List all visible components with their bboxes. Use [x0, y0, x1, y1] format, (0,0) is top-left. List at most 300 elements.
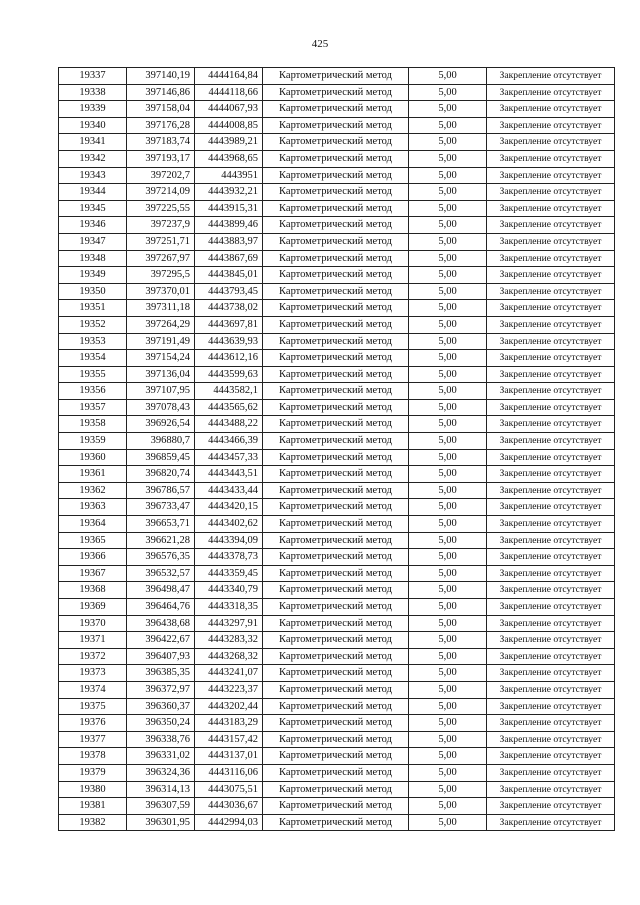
- method-cell: Картометрический метод: [263, 748, 409, 765]
- fixing-description-cell: Закрепление отсутствует: [487, 715, 615, 732]
- error-cell: 5,00: [409, 333, 487, 350]
- error-cell: 5,00: [409, 748, 487, 765]
- table-row: [59, 516, 615, 533]
- table-row: [59, 582, 615, 599]
- table-row: [59, 416, 615, 433]
- y-coordinate-cell: 4444164,84: [195, 68, 263, 85]
- table-row: [59, 482, 615, 499]
- method-cell: Картометрический метод: [263, 449, 409, 466]
- fixing-description-cell: Закрепление отсутствует: [487, 68, 615, 85]
- point-number-cell: 19347: [59, 233, 127, 250]
- fixing-description-cell: Закрепление отсутствует: [487, 167, 615, 184]
- fixing-description-cell: Закрепление отсутствует: [487, 648, 615, 665]
- fixing-description-cell: Закрепление отсутствует: [487, 748, 615, 765]
- fixing-description-cell: Закрепление отсутствует: [487, 731, 615, 748]
- y-coordinate-cell: 4443989,21: [195, 134, 263, 151]
- error-cell: 5,00: [409, 665, 487, 682]
- x-coordinate-cell: 396532,57: [127, 565, 195, 582]
- x-coordinate-cell: 396324,36: [127, 764, 195, 781]
- method-cell: Картометрический метод: [263, 84, 409, 101]
- fixing-description-cell: Закрепление отсутствует: [487, 267, 615, 284]
- table-row: [59, 68, 615, 85]
- method-cell: Картометрический метод: [263, 68, 409, 85]
- error-cell: 5,00: [409, 84, 487, 101]
- fixing-description-cell: Закрепление отсутствует: [487, 399, 615, 416]
- x-coordinate-cell: 396820,74: [127, 466, 195, 483]
- point-number-cell: 19357: [59, 399, 127, 416]
- error-cell: 5,00: [409, 681, 487, 698]
- x-coordinate-cell: 396733,47: [127, 499, 195, 516]
- method-cell: Картометрический метод: [263, 482, 409, 499]
- point-number-cell: 19341: [59, 134, 127, 151]
- error-cell: 5,00: [409, 233, 487, 250]
- point-number-cell: 19361: [59, 466, 127, 483]
- fixing-description-cell: Закрепление отсутствует: [487, 150, 615, 167]
- method-cell: Картометрический метод: [263, 283, 409, 300]
- point-number-cell: 19381: [59, 798, 127, 815]
- method-cell: Картометрический метод: [263, 665, 409, 682]
- table-row: [59, 466, 615, 483]
- y-coordinate-cell: 4443116,06: [195, 764, 263, 781]
- method-cell: Картометрический метод: [263, 582, 409, 599]
- point-number-cell: 19374: [59, 681, 127, 698]
- x-coordinate-cell: 396407,93: [127, 648, 195, 665]
- fixing-description-cell: Закрепление отсутствует: [487, 814, 615, 831]
- point-number-cell: 19353: [59, 333, 127, 350]
- method-cell: Картометрический метод: [263, 399, 409, 416]
- fixing-description-cell: Закрепление отсутствует: [487, 466, 615, 483]
- table-row: [59, 648, 615, 665]
- point-number-cell: 19355: [59, 366, 127, 383]
- fixing-description-cell: Закрепление отсутствует: [487, 333, 615, 350]
- fixing-description-cell: Закрепление отсутствует: [487, 233, 615, 250]
- table-row: [59, 781, 615, 798]
- y-coordinate-cell: 4443268,32: [195, 648, 263, 665]
- y-coordinate-cell: 4443394,09: [195, 532, 263, 549]
- fixing-description-cell: Закрепление отсутствует: [487, 250, 615, 267]
- x-coordinate-cell: 397225,55: [127, 200, 195, 217]
- method-cell: Картометрический метод: [263, 565, 409, 582]
- table-row: [59, 150, 615, 167]
- x-coordinate-cell: 396438,68: [127, 615, 195, 632]
- point-number-cell: 19367: [59, 565, 127, 582]
- table-row: [59, 217, 615, 234]
- method-cell: Картометрический метод: [263, 798, 409, 815]
- point-number-cell: 19348: [59, 250, 127, 267]
- fixing-description-cell: Закрепление отсутствует: [487, 117, 615, 134]
- x-coordinate-cell: 396331,02: [127, 748, 195, 765]
- x-coordinate-cell: 396314,13: [127, 781, 195, 798]
- table-row: [59, 715, 615, 732]
- point-number-cell: 19358: [59, 416, 127, 433]
- fixing-description-cell: Закрепление отсутствует: [487, 300, 615, 317]
- point-number-cell: 19377: [59, 731, 127, 748]
- method-cell: Картометрический метод: [263, 200, 409, 217]
- y-coordinate-cell: 4443157,42: [195, 731, 263, 748]
- table-row: [59, 350, 615, 367]
- error-cell: 5,00: [409, 134, 487, 151]
- point-number-cell: 19339: [59, 101, 127, 118]
- point-number-cell: 19375: [59, 698, 127, 715]
- point-number-cell: 19352: [59, 316, 127, 333]
- point-number-cell: 19369: [59, 599, 127, 616]
- method-cell: Картометрический метод: [263, 599, 409, 616]
- y-coordinate-cell: 4443466,39: [195, 433, 263, 450]
- method-cell: Картометрический метод: [263, 499, 409, 516]
- x-coordinate-cell: 396464,76: [127, 599, 195, 616]
- table-row: [59, 101, 615, 118]
- table-row: [59, 748, 615, 765]
- fixing-description-cell: Закрепление отсутствует: [487, 781, 615, 798]
- fixing-description-cell: Закрепление отсутствует: [487, 482, 615, 499]
- y-coordinate-cell: 4443738,02: [195, 300, 263, 317]
- x-coordinate-cell: 396301,95: [127, 814, 195, 831]
- error-cell: 5,00: [409, 698, 487, 715]
- x-coordinate-cell: 397107,95: [127, 383, 195, 400]
- x-coordinate-cell: 397183,74: [127, 134, 195, 151]
- x-coordinate-cell: 396338,76: [127, 731, 195, 748]
- table-row: [59, 333, 615, 350]
- point-number-cell: 19371: [59, 632, 127, 649]
- error-cell: 5,00: [409, 316, 487, 333]
- x-coordinate-cell: 396926,54: [127, 416, 195, 433]
- error-cell: 5,00: [409, 433, 487, 450]
- x-coordinate-cell: 397214,09: [127, 184, 195, 201]
- method-cell: Картометрический метод: [263, 117, 409, 134]
- table-row: [59, 117, 615, 134]
- y-coordinate-cell: 4444067,93: [195, 101, 263, 118]
- table-row: [59, 615, 615, 632]
- fixing-description-cell: Закрепление отсутствует: [487, 449, 615, 466]
- method-cell: Картометрический метод: [263, 764, 409, 781]
- y-coordinate-cell: 4443137,01: [195, 748, 263, 765]
- fixing-description-cell: Закрепление отсутствует: [487, 184, 615, 201]
- method-cell: Картометрический метод: [263, 333, 409, 350]
- method-cell: Картометрический метод: [263, 316, 409, 333]
- y-coordinate-cell: 4443420,15: [195, 499, 263, 516]
- fixing-description-cell: Закрепление отсутствует: [487, 764, 615, 781]
- method-cell: Картометрический метод: [263, 134, 409, 151]
- error-cell: 5,00: [409, 167, 487, 184]
- point-number-cell: 19340: [59, 117, 127, 134]
- table-row: [59, 549, 615, 566]
- method-cell: Картометрический метод: [263, 101, 409, 118]
- y-coordinate-cell: 4443457,33: [195, 449, 263, 466]
- fixing-description-cell: Закрепление отсутствует: [487, 499, 615, 516]
- error-cell: 5,00: [409, 300, 487, 317]
- fixing-description-cell: Закрепление отсутствует: [487, 316, 615, 333]
- error-cell: 5,00: [409, 648, 487, 665]
- y-coordinate-cell: 4444118,66: [195, 84, 263, 101]
- y-coordinate-cell: 4443899,46: [195, 217, 263, 234]
- point-number-cell: 19360: [59, 449, 127, 466]
- error-cell: 5,00: [409, 150, 487, 167]
- table-row: [59, 698, 615, 715]
- y-coordinate-cell: 4443241,07: [195, 665, 263, 682]
- point-number-cell: 19365: [59, 532, 127, 549]
- error-cell: 5,00: [409, 615, 487, 632]
- x-coordinate-cell: 396786,57: [127, 482, 195, 499]
- error-cell: 5,00: [409, 764, 487, 781]
- x-coordinate-cell: 397295,5: [127, 267, 195, 284]
- table-row: [59, 731, 615, 748]
- y-coordinate-cell: 4443793,45: [195, 283, 263, 300]
- fixing-description-cell: Закрепление отсутствует: [487, 134, 615, 151]
- y-coordinate-cell: 4443697,81: [195, 316, 263, 333]
- x-coordinate-cell: 397140,19: [127, 68, 195, 85]
- x-coordinate-cell: 396307,59: [127, 798, 195, 815]
- method-cell: Картометрический метод: [263, 267, 409, 284]
- table-row: [59, 184, 615, 201]
- fixing-description-cell: Закрепление отсутствует: [487, 681, 615, 698]
- table-row: [59, 366, 615, 383]
- x-coordinate-cell: 396422,67: [127, 632, 195, 649]
- point-number-cell: 19351: [59, 300, 127, 317]
- y-coordinate-cell: 4443968,65: [195, 150, 263, 167]
- y-coordinate-cell: 4443951: [195, 167, 263, 184]
- method-cell: Картометрический метод: [263, 615, 409, 632]
- error-cell: 5,00: [409, 250, 487, 267]
- x-coordinate-cell: 397251,71: [127, 233, 195, 250]
- y-coordinate-cell: 4444008,85: [195, 117, 263, 134]
- fixing-description-cell: Закрепление отсутствует: [487, 698, 615, 715]
- error-cell: 5,00: [409, 117, 487, 134]
- method-cell: Картометрический метод: [263, 416, 409, 433]
- error-cell: 5,00: [409, 449, 487, 466]
- error-cell: 5,00: [409, 200, 487, 217]
- error-cell: 5,00: [409, 599, 487, 616]
- fixing-description-cell: Закрепление отсутствует: [487, 565, 615, 582]
- fixing-description-cell: Закрепление отсутствует: [487, 582, 615, 599]
- error-cell: 5,00: [409, 383, 487, 400]
- y-coordinate-cell: 4443183,29: [195, 715, 263, 732]
- point-number-cell: 19350: [59, 283, 127, 300]
- table-row: [59, 300, 615, 317]
- y-coordinate-cell: 4443359,45: [195, 565, 263, 582]
- fixing-description-cell: Закрепление отсутствует: [487, 283, 615, 300]
- error-cell: 5,00: [409, 350, 487, 367]
- x-coordinate-cell: 397154,24: [127, 350, 195, 367]
- y-coordinate-cell: 4443433,44: [195, 482, 263, 499]
- method-cell: Картометрический метод: [263, 814, 409, 831]
- y-coordinate-cell: 4443915,31: [195, 200, 263, 217]
- fixing-description-cell: Закрепление отсутствует: [487, 101, 615, 118]
- table-row: [59, 134, 615, 151]
- x-coordinate-cell: 396576,35: [127, 549, 195, 566]
- error-cell: 5,00: [409, 532, 487, 549]
- fixing-description-cell: Закрепление отсутствует: [487, 599, 615, 616]
- y-coordinate-cell: 4443297,91: [195, 615, 263, 632]
- y-coordinate-cell: 4443443,51: [195, 466, 263, 483]
- point-number-cell: 19359: [59, 433, 127, 450]
- table-row: [59, 167, 615, 184]
- error-cell: 5,00: [409, 516, 487, 533]
- point-number-cell: 19380: [59, 781, 127, 798]
- point-number-cell: 19372: [59, 648, 127, 665]
- x-coordinate-cell: 396880,7: [127, 433, 195, 450]
- x-coordinate-cell: 396350,24: [127, 715, 195, 732]
- point-number-cell: 19343: [59, 167, 127, 184]
- point-number-cell: 19356: [59, 383, 127, 400]
- y-coordinate-cell: 4443223,37: [195, 681, 263, 698]
- x-coordinate-cell: 397176,28: [127, 117, 195, 134]
- error-cell: 5,00: [409, 632, 487, 649]
- y-coordinate-cell: 4443075,51: [195, 781, 263, 798]
- fixing-description-cell: Закрепление отсутствует: [487, 350, 615, 367]
- y-coordinate-cell: 4443402,62: [195, 516, 263, 533]
- fixing-description-cell: Закрепление отсутствует: [487, 200, 615, 217]
- point-number-cell: 19342: [59, 150, 127, 167]
- method-cell: Картометрический метод: [263, 350, 409, 367]
- x-coordinate-cell: 396859,45: [127, 449, 195, 466]
- point-number-cell: 19364: [59, 516, 127, 533]
- error-cell: 5,00: [409, 565, 487, 582]
- table-row: [59, 250, 615, 267]
- y-coordinate-cell: 4443318,35: [195, 599, 263, 616]
- method-cell: Картометрический метод: [263, 516, 409, 533]
- y-coordinate-cell: 4443340,79: [195, 582, 263, 599]
- error-cell: 5,00: [409, 499, 487, 516]
- method-cell: Картометрический метод: [263, 648, 409, 665]
- point-number-cell: 19337: [59, 68, 127, 85]
- error-cell: 5,00: [409, 549, 487, 566]
- table-row: [59, 316, 615, 333]
- point-number-cell: 19378: [59, 748, 127, 765]
- table-row: [59, 599, 615, 616]
- x-coordinate-cell: 397237,9: [127, 217, 195, 234]
- fixing-description-cell: Закрепление отсутствует: [487, 665, 615, 682]
- point-number-cell: 19345: [59, 200, 127, 217]
- error-cell: 5,00: [409, 217, 487, 234]
- x-coordinate-cell: 396621,28: [127, 532, 195, 549]
- table-row: [59, 233, 615, 250]
- method-cell: Картометрический метод: [263, 532, 409, 549]
- error-cell: 5,00: [409, 366, 487, 383]
- x-coordinate-cell: 396360,37: [127, 698, 195, 715]
- y-coordinate-cell: 4443639,93: [195, 333, 263, 350]
- y-coordinate-cell: 4443283,32: [195, 632, 263, 649]
- x-coordinate-cell: 396653,71: [127, 516, 195, 533]
- x-coordinate-cell: 397267,97: [127, 250, 195, 267]
- fixing-description-cell: Закрепление отсутствует: [487, 383, 615, 400]
- error-cell: 5,00: [409, 582, 487, 599]
- y-coordinate-cell: 4443036,67: [195, 798, 263, 815]
- y-coordinate-cell: 4443565,62: [195, 399, 263, 416]
- fixing-description-cell: Закрепление отсутствует: [487, 632, 615, 649]
- x-coordinate-cell: 397193,17: [127, 150, 195, 167]
- x-coordinate-cell: 397311,18: [127, 300, 195, 317]
- y-coordinate-cell: 4443932,21: [195, 184, 263, 201]
- fixing-description-cell: Закрепление отсутствует: [487, 433, 615, 450]
- x-coordinate-cell: 397078,43: [127, 399, 195, 416]
- method-cell: Картометрический метод: [263, 549, 409, 566]
- table-row: [59, 383, 615, 400]
- page-number: 425: [311, 38, 329, 50]
- y-coordinate-cell: 4443867,69: [195, 250, 263, 267]
- x-coordinate-cell: 397264,29: [127, 316, 195, 333]
- point-number-cell: 19362: [59, 482, 127, 499]
- method-cell: Картометрический метод: [263, 300, 409, 317]
- table-row: [59, 532, 615, 549]
- fixing-description-cell: Закрепление отсутствует: [487, 615, 615, 632]
- method-cell: Картометрический метод: [263, 217, 409, 234]
- table-row: [59, 814, 615, 831]
- method-cell: Картометрический метод: [263, 698, 409, 715]
- point-number-cell: 19346: [59, 217, 127, 234]
- fixing-description-cell: Закрепление отсутствует: [487, 84, 615, 101]
- point-number-cell: 19379: [59, 764, 127, 781]
- point-number-cell: 19338: [59, 84, 127, 101]
- table-row: [59, 499, 615, 516]
- method-cell: Картометрический метод: [263, 150, 409, 167]
- point-number-cell: 19344: [59, 184, 127, 201]
- y-coordinate-cell: 4443202,44: [195, 698, 263, 715]
- fixing-description-cell: Закрепление отсутствует: [487, 366, 615, 383]
- table-row: [59, 433, 615, 450]
- error-cell: 5,00: [409, 399, 487, 416]
- table-row: [59, 764, 615, 781]
- method-cell: Картометрический метод: [263, 781, 409, 798]
- y-coordinate-cell: 4443612,16: [195, 350, 263, 367]
- point-number-cell: 19382: [59, 814, 127, 831]
- table-row: [59, 632, 615, 649]
- y-coordinate-cell: 4443845,01: [195, 267, 263, 284]
- fixing-description-cell: Закрепление отсутствует: [487, 516, 615, 533]
- fixing-description-cell: Закрепление отсутствует: [487, 416, 615, 433]
- y-coordinate-cell: 4443582,1: [195, 383, 263, 400]
- table-row: [59, 283, 615, 300]
- method-cell: Картометрический метод: [263, 366, 409, 383]
- coordinates-table: [58, 67, 615, 831]
- method-cell: Картометрический метод: [263, 184, 409, 201]
- point-number-cell: 19366: [59, 549, 127, 566]
- method-cell: Картометрический метод: [263, 681, 409, 698]
- method-cell: Картометрический метод: [263, 466, 409, 483]
- error-cell: 5,00: [409, 283, 487, 300]
- x-coordinate-cell: 397158,04: [127, 101, 195, 118]
- table-row: [59, 399, 615, 416]
- table-row: [59, 267, 615, 284]
- point-number-cell: 19376: [59, 715, 127, 732]
- point-number-cell: 19368: [59, 582, 127, 599]
- method-cell: Картометрический метод: [263, 250, 409, 267]
- table-row: [59, 449, 615, 466]
- x-coordinate-cell: 397136,04: [127, 366, 195, 383]
- error-cell: 5,00: [409, 731, 487, 748]
- error-cell: 5,00: [409, 184, 487, 201]
- y-coordinate-cell: 4443883,97: [195, 233, 263, 250]
- point-number-cell: 19373: [59, 665, 127, 682]
- error-cell: 5,00: [409, 267, 487, 284]
- x-coordinate-cell: 396385,35: [127, 665, 195, 682]
- error-cell: 5,00: [409, 68, 487, 85]
- error-cell: 5,00: [409, 798, 487, 815]
- method-cell: Картометрический метод: [263, 715, 409, 732]
- table-row: [59, 200, 615, 217]
- point-number-cell: 19370: [59, 615, 127, 632]
- table-row: [59, 798, 615, 815]
- method-cell: Картометрический метод: [263, 731, 409, 748]
- fixing-description-cell: Закрепление отсутствует: [487, 549, 615, 566]
- fixing-description-cell: Закрепление отсутствует: [487, 532, 615, 549]
- table-row: [59, 84, 615, 101]
- y-coordinate-cell: 4443378,73: [195, 549, 263, 566]
- method-cell: Картометрический метод: [263, 632, 409, 649]
- method-cell: Картометрический метод: [263, 383, 409, 400]
- method-cell: Картометрический метод: [263, 167, 409, 184]
- y-coordinate-cell: 4443599,63: [195, 366, 263, 383]
- x-coordinate-cell: 397191,49: [127, 333, 195, 350]
